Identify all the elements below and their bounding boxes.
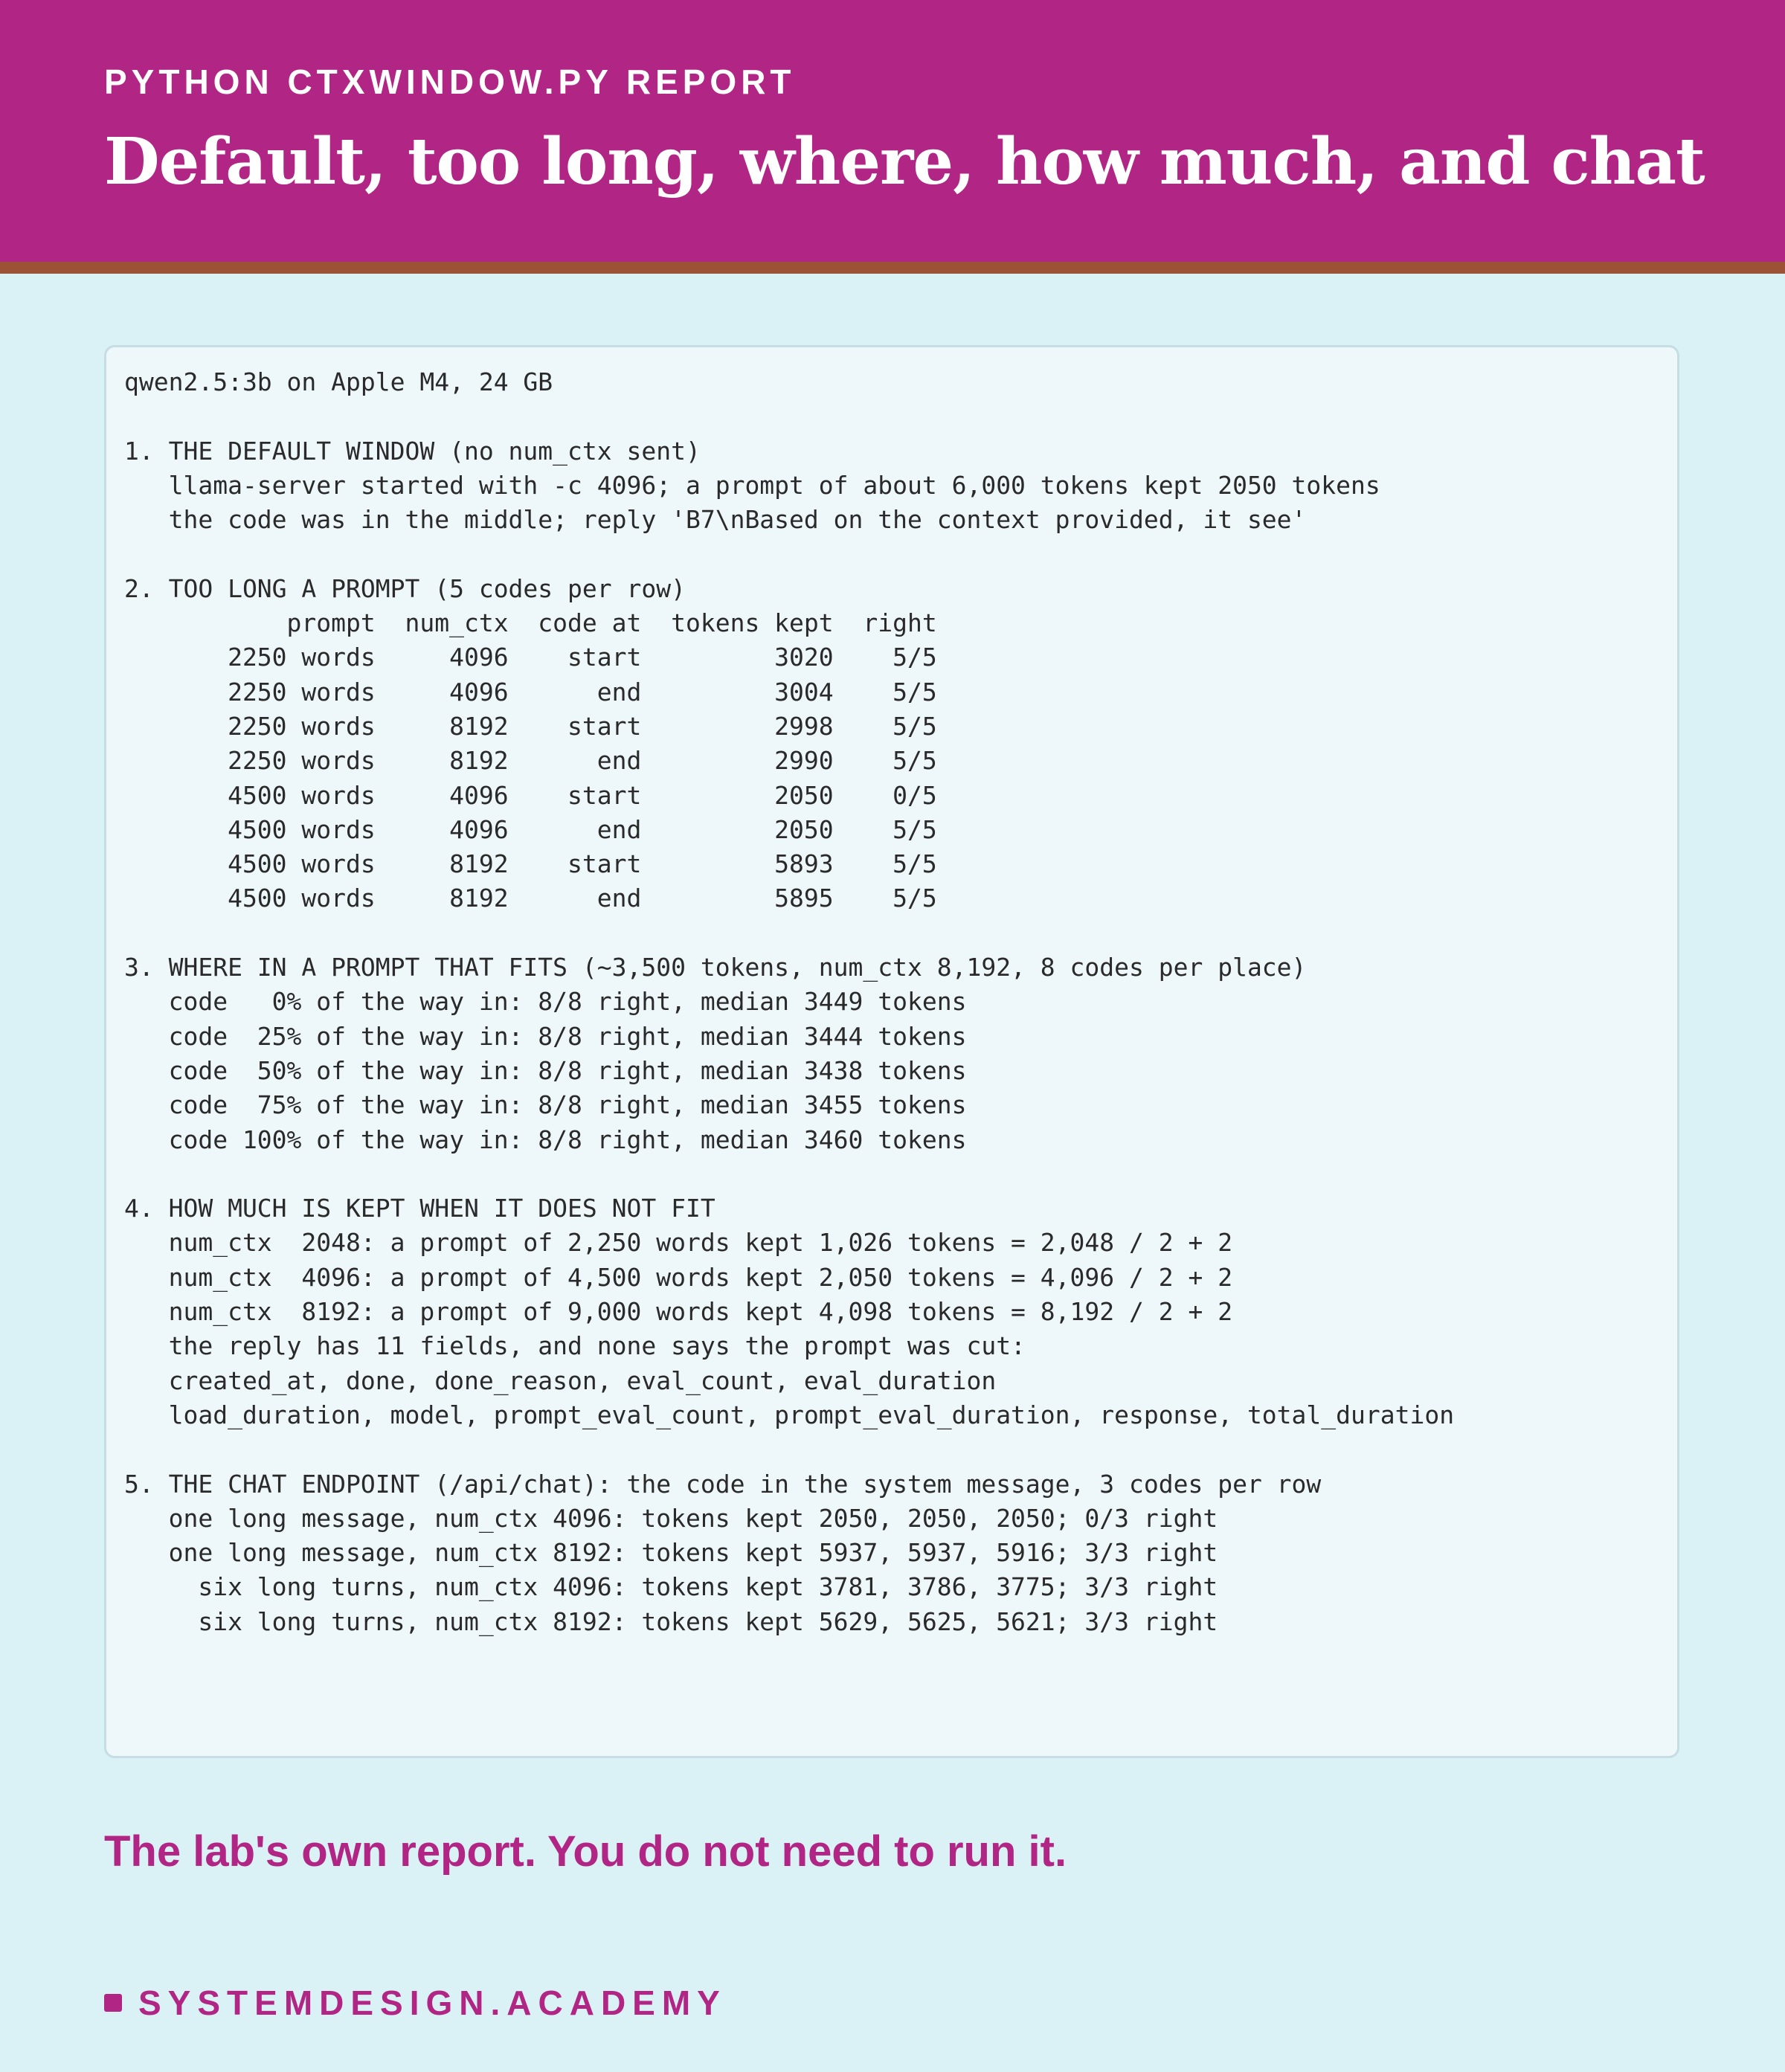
report-eyebrow: PYTHON CTXWINDOW.PY REPORT — [104, 62, 796, 101]
header-divider — [0, 262, 1785, 274]
footer-brand — [104, 1977, 727, 2029]
page-title: Default, too long, where, how much, and chat — [104, 124, 1705, 199]
brand-name: SYSTEMDESIGN.ACADEMY — [138, 1983, 727, 2022]
terminal-output: qwen2.5:3b on Apple M4, 24 GB 1. THE DEFAULT WINDOW (no num_ctx sent) llama-server started with -c 4096; a prompt of about 6,000 tokens kept 2050 tokens the code was in the middle; reply 'B7\nBased on the context provided, it see' 2. TOO LONG A PROMPT (5 codes per row) prompt num_ctx code at tokens kept right 2250 words 4096 start 3020 5/5 2250 words 4096 end 3004 5/5 2250 words 8192 start 2998 5/5 2250 words 8192 end 2990 5/5 4500 words 4096 start 2050 0/5 4500 words 4096 end 2050 5/5 4500 words 8192 start 5893 5/5 4500 words 8192 end 5895 5/5 3. WHERE IN A PROMPT THAT FITS (~3,500 tokens, num_ctx 8,192, 8 codes per place) code 0% of the way in: 8/8 right, median 3449 tokens code 25% of the way in: 8/8 right, median 3444 tokens code 50% of the way in: 8/8 right, median 3438 tokens code 75% of the way in: 8/8 right, median 3455 tokens code 100% of the way in: 8/8 right, median 3460 tokens 4. HOW MUCH IS KEPT WHEN IT DOES NOT FIT num_ctx 2048: a prompt of 2,250 words kept 1,026 tokens = 2,048 / 2 + 2 num_ctx 4096: a prompt of 4,500 words kept 2,050 tokens = 4,096 / 2 + 2 num_ctx 8192: a prompt of 9,000 words kept 4,098 tokens = 8,192 / 2 + 2 the reply has 11 fields, and none says the prompt was cut: created_at, done, done_reason, eval_count, eval_duration load_duration, model, prompt_eval_count, prompt_eval_duration, response, total_duration 5. THE CHAT ENDPOINT (/api/chat): the code in the system message, 3 codes per row one long message, num_ctx 4096: tokens kept 2050, 2050, 2050; 0/3 right one long message, num_ctx 8192: tokens kept 5937, 5937, 5916; 3/3 right six long turns, num_ctx 4096: tokens kept 3781, 3786, 3775; 3/3 right six long turns, num_ctx 8192: tokens kept 5629, 5625, 5621; 3/3 right — [124, 367, 1455, 1636]
tagline: The lab's own report. You do not need to run it. — [104, 1827, 1067, 1876]
terminal-window[interactable] — [104, 345, 1679, 1758]
brand-square-icon — [104, 1994, 122, 2012]
